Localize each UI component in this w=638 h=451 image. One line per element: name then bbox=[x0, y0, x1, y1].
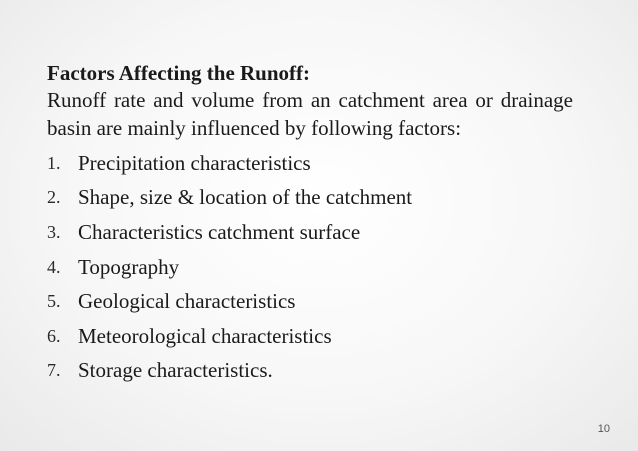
factor-item bbox=[47, 146, 573, 181]
factor-number: 2. bbox=[47, 187, 61, 208]
factor-item bbox=[47, 354, 573, 389]
factor-number: 4. bbox=[47, 256, 61, 277]
factor-text: Characteristics catchment surface bbox=[78, 219, 361, 244]
factor-item bbox=[47, 215, 573, 250]
factor-number: 1. bbox=[47, 152, 61, 173]
factor-number: 6. bbox=[47, 325, 61, 346]
factor-item bbox=[47, 284, 573, 319]
page-number: 10 bbox=[597, 423, 610, 435]
factor-number: 3. bbox=[47, 221, 61, 242]
factor-text: Topography bbox=[78, 254, 180, 279]
factor-text: Storage characteristics. bbox=[78, 358, 273, 383]
factor-item bbox=[47, 250, 573, 285]
factor-number: 7. bbox=[47, 360, 61, 381]
factor-text: Meteorological characteristics bbox=[78, 323, 332, 348]
factor-item bbox=[47, 319, 573, 354]
slide-heading: Factors Affecting the Runoff: bbox=[47, 61, 311, 85]
factor-text: Shape, size & location of the catchment bbox=[78, 185, 413, 210]
slide-content bbox=[47, 60, 573, 388]
factor-text: Precipitation characteristics bbox=[78, 150, 311, 175]
factor-item bbox=[47, 181, 573, 216]
factor-number: 5. bbox=[47, 291, 61, 312]
intro-paragraph: Runoff rate and volume from an catchment area or drainage basin are mainly influenced by following factors: bbox=[47, 88, 573, 140]
factor-text: Geological characteristics bbox=[78, 289, 296, 314]
factor-list bbox=[47, 146, 573, 388]
